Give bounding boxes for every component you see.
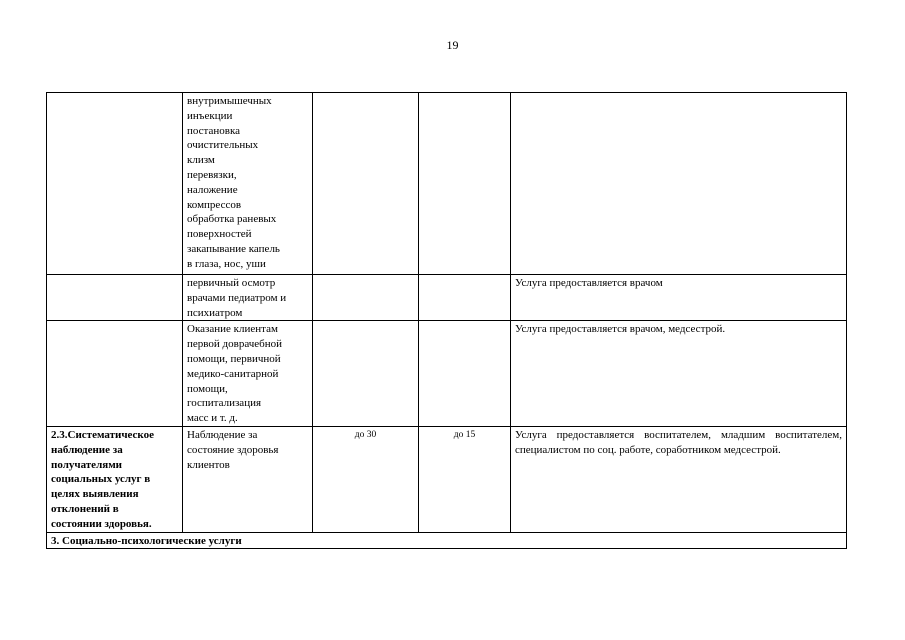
note-cell: Услуга предоставляется воспитателем, младшим воспитателем, специалистом по соц. работе, соработником медсестрой. (511, 426, 847, 532)
title-cell (47, 275, 183, 321)
table-row (47, 275, 847, 321)
value-b-cell (419, 275, 511, 321)
section-row (47, 532, 847, 549)
value-b-cell (419, 321, 511, 427)
value-a-cell (313, 321, 419, 427)
value-b-cell (419, 93, 511, 275)
title-cell: 2.3.Систематическое наблюдение за получателями социальных услуг в целях выявления отклонений в состоянии здоровья. (47, 426, 183, 532)
table-row (47, 321, 847, 427)
value-a-cell: до 30 (313, 426, 419, 532)
note-cell: Услуга предоставляется врачом (511, 275, 847, 321)
table-row (47, 93, 847, 275)
table-row (47, 426, 847, 532)
services-table (46, 92, 847, 549)
title-cell (47, 93, 183, 275)
section-title: 3. Социально-психологические услуги (47, 532, 847, 549)
value-a-cell (313, 275, 419, 321)
title-cell (47, 321, 183, 427)
service-cell: Наблюдение за состояние здоровья клиентов (183, 426, 313, 532)
value-a-cell (313, 93, 419, 275)
note-cell (511, 93, 847, 275)
service-cell: Оказание клиентам первой доврачебной помощи, первичной медико-санитарной помощи, госпитализация масс и т. д. (183, 321, 313, 427)
service-cell: внутримышечных инъекции постановка очистительных клизм перевязки, наложение компрессов обработка раневых поверхностей закапывание капель в глаза, нос, уши (183, 93, 313, 275)
note-cell: Услуга предоставляется врачом, медсестрой. (511, 321, 847, 427)
page-number: 19 (446, 38, 459, 52)
value-b-cell: до 15 (419, 426, 511, 532)
service-cell: первичный осмотр врачами педиатром и психиатром (183, 275, 313, 321)
